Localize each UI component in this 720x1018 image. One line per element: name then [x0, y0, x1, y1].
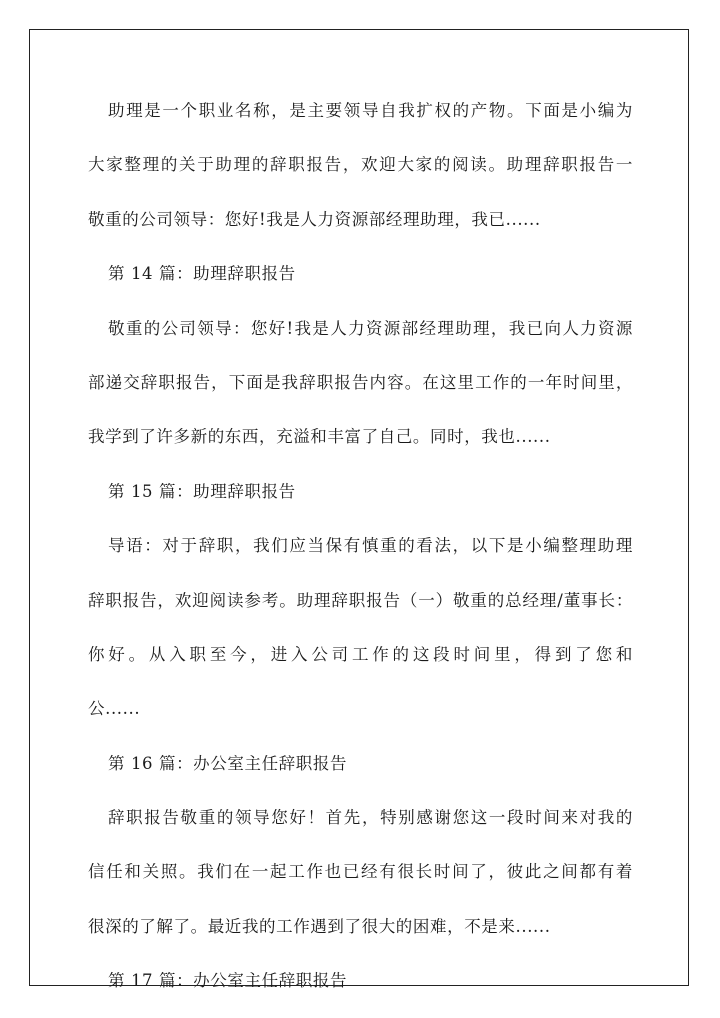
- paragraph-line: 你好。从入职至今，进入公司工作的这段时间里，得到了您和: [88, 644, 633, 664]
- paragraph-line: 敬重的公司领导：您好!我是人力资源部经理助理，我已......: [88, 209, 541, 229]
- paragraph-line: 公......: [88, 699, 141, 719]
- section-heading: 第 17 篇：办公室主任辞职报告: [108, 971, 348, 991]
- paragraph-line: 我学到了许多新的东西，充溢和丰富了自己。同时，我也......: [88, 427, 551, 447]
- paragraph-line: 助理是一个职业名称，是主要领导自我扩权的产物。下面是小编为: [108, 101, 633, 120]
- paragraph-line: 大家整理的关于助理的辞职报告，欢迎大家的阅读。助理辞职报告一: [88, 155, 633, 175]
- paragraph-line: 辞职报告敬重的领导您好！首先，特别感谢您这一段时间来对我的: [108, 808, 633, 828]
- paragraph-line: 导语：对于辞职，我们应当保有慎重的看法，以下是小编整理助理: [108, 536, 633, 556]
- paragraph-line: 很深的了解了。最近我的工作遇到了很大的困难，不是来......: [88, 916, 551, 936]
- document-body: [88, 93, 633, 1018]
- paragraph-line: 部递交辞职报告，下面是我辞职报告内容。在这里工作的一年时间里，: [88, 372, 633, 392]
- paragraph-line: 信任和关照。我们在一起工作也已经有很长时间了，彼此之间都有着: [88, 862, 633, 882]
- section-heading: 第 14 篇：助理辞职报告: [108, 264, 296, 284]
- section-heading: 第 15 篇：助理辞职报告: [108, 481, 296, 501]
- section-heading: 第 16 篇：办公室主任辞职报告: [108, 753, 348, 773]
- paragraph-line: 辞职报告，欢迎阅读参考。助理辞职报告（一）敬重的总经理/董事长：: [88, 590, 633, 610]
- paragraph-line: 敬重的公司领导：您好!我是人力资源部经理助理，我已向人力资源: [108, 318, 633, 338]
